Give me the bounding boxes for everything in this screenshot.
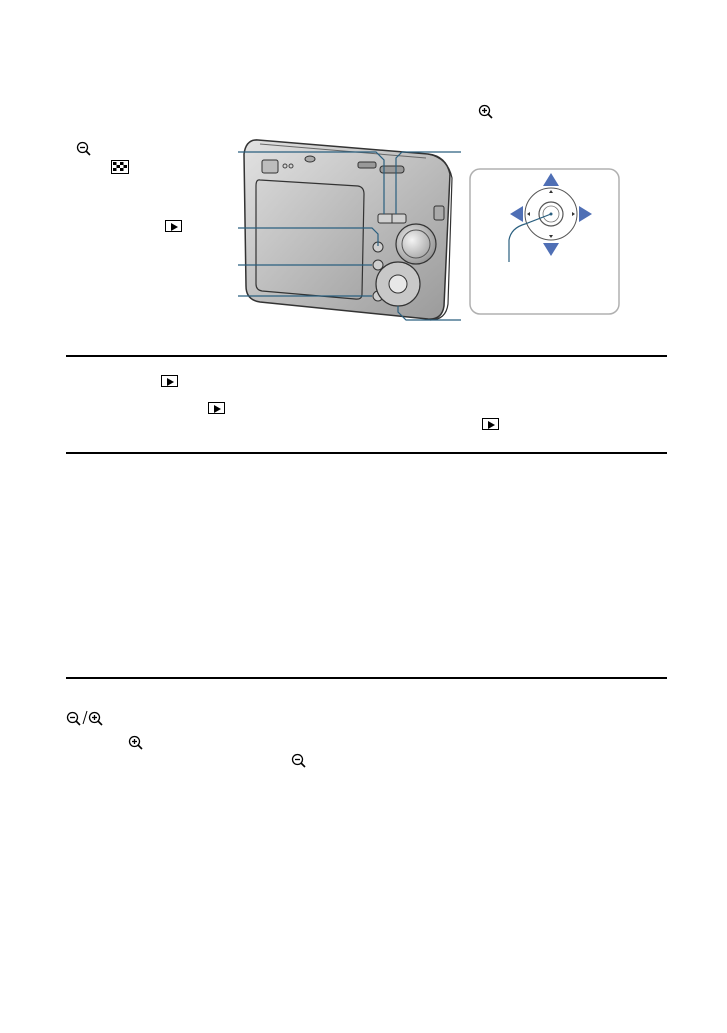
zoom-out-icon [76, 141, 92, 157]
section-rule-3 [66, 677, 667, 679]
playback-icon [482, 418, 499, 430]
control-button-panel [469, 168, 621, 316]
zoom-out-icon [291, 753, 307, 769]
playback-icon [161, 375, 178, 387]
zoom-out-icon [66, 711, 82, 727]
section-rule-1 [66, 355, 667, 357]
playback-icon [208, 402, 225, 414]
zoom-in-icon [88, 711, 104, 727]
index-icon [111, 160, 129, 174]
section-rule-2 [66, 452, 667, 454]
zoom-in-icon [128, 735, 144, 751]
zoom-in-icon [478, 104, 494, 120]
playback-icon [165, 220, 182, 232]
